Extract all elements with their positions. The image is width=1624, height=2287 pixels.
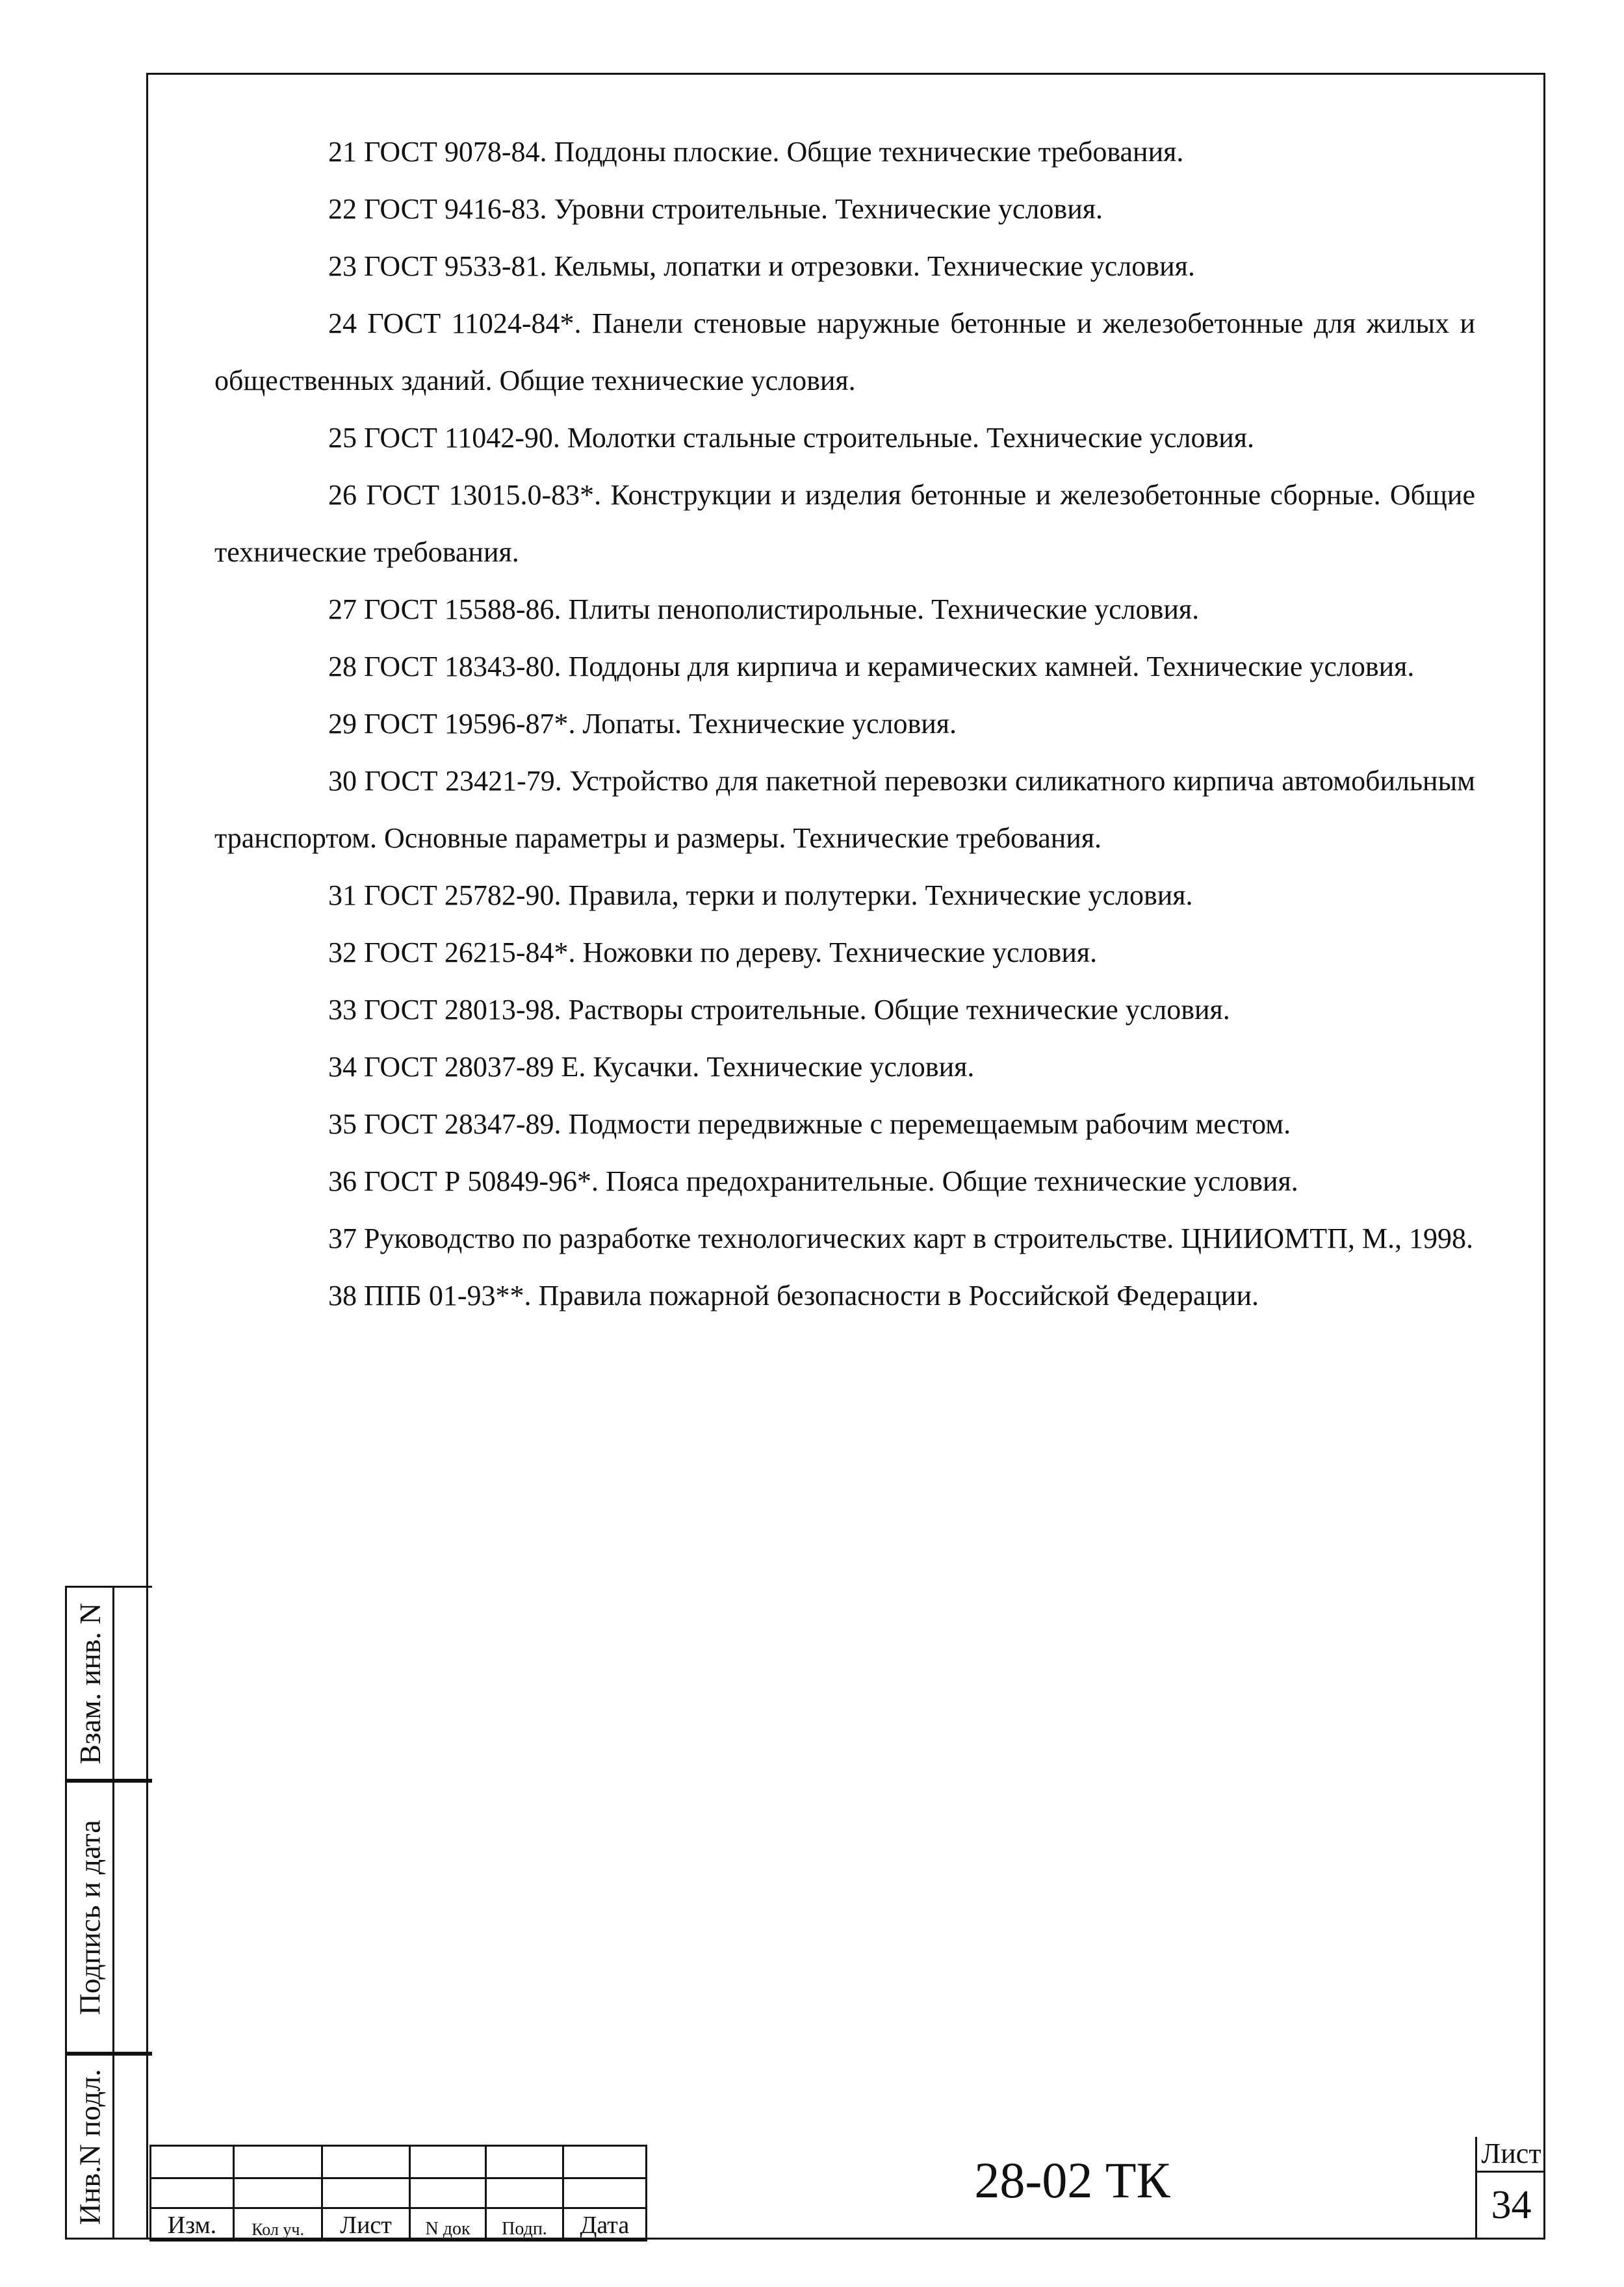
- reference-item: 30 ГОСТ 23421-79. Устройство для пакетной перевозки силикатного кирпича автомобильным транспортом. Основные параметры и размеры. Технические требования.: [214, 765, 1475, 854]
- side-label-inv-podl: Инв.N подл.: [73, 2069, 107, 2225]
- reference-item: 34 ГОСТ 28037-89 Е. Кусачки. Технические условия.: [328, 1051, 975, 1083]
- stamp-podp: Подп.: [486, 2208, 563, 2241]
- reference-item: 31 ГОСТ 25782-90. Правила, терки и полутерки. Технические условия.: [328, 879, 1193, 911]
- title-block-revisions: [149, 2145, 647, 2240]
- side-stamp-inv-podl: [65, 2054, 152, 2240]
- sheet-box: [1475, 2137, 1545, 2240]
- side-label-vzam-inv: Взам. инв. N: [73, 1602, 107, 1764]
- reference-item: 35 ГОСТ 28347-89. Подмости передвижные с перемещаемым рабочим местом.: [328, 1108, 1291, 1140]
- stamp-list: Лист: [322, 2208, 410, 2241]
- document-number: 28-02 ТК: [974, 2152, 1170, 2208]
- reference-item: 36 ГОСТ Р 50849-96*. Пояса предохранительные. Общие технические условия.: [328, 1165, 1298, 1197]
- side-stamp-vzam: [65, 1586, 152, 1781]
- reference-item: 25 ГОСТ 11042-90. Молотки стальные строительные. Технические условия.: [328, 422, 1255, 454]
- references-list: [214, 123, 1475, 1324]
- reference-item: 32 ГОСТ 26215-84*. Ножовки по дереву. Технические условия.: [328, 937, 1098, 968]
- reference-item: 27 ГОСТ 15588-86. Плиты пенополистирольные. Технические условия.: [328, 593, 1200, 625]
- stamp-izm: Изм.: [151, 2208, 234, 2241]
- reference-item: 37 Руководство по разработке технологических карт в строительстве. ЦНИИОМТП, М., 1998.: [328, 1222, 1474, 1254]
- reference-item: 38 ППБ 01-93**. Правила пожарной безопасности в Российской Федерации.: [328, 1280, 1259, 1311]
- side-stamp-signature: [65, 1781, 152, 2054]
- stamp-n-dok: N док: [409, 2208, 485, 2241]
- reference-item: 28 ГОСТ 18343-80. Поддоны для кирпича и керамических камней. Технические условия.: [328, 651, 1415, 682]
- reference-item: 22 ГОСТ 9416-83. Уровни строительные. Технические условия.: [328, 193, 1103, 225]
- side-label-signature-date: Подпись и дата: [73, 1819, 107, 2015]
- stamp-data: Дата: [563, 2208, 646, 2241]
- reference-item: 23 ГОСТ 9533-81. Кельмы, лопатки и отрезовки. Технические условия.: [328, 250, 1195, 282]
- reference-item: 21 ГОСТ 9078-84. Поддоны плоские. Общие технические требования.: [328, 136, 1184, 168]
- reference-item: 33 ГОСТ 28013-98. Растворы строительные. Общие технические условия.: [328, 994, 1230, 1026]
- reference-item: 24 ГОСТ 11024-84*. Панели стеновые наружные бетонные и железобетонные для жилых и общественных зданий. Общие технические условия.: [214, 307, 1475, 396]
- sheet-number: 34: [1491, 2183, 1532, 2227]
- stamp-kol-uch: Кол уч.: [233, 2208, 322, 2241]
- reference-item: 26 ГОСТ 13015.0-83*. Конструкции и изделия бетонные и железобетонные сборные. Общие технические требования.: [214, 479, 1475, 568]
- reference-item: 29 ГОСТ 19596-87*. Лопаты. Технические условия.: [328, 708, 957, 740]
- sheet-label: Лист: [1477, 2137, 1545, 2173]
